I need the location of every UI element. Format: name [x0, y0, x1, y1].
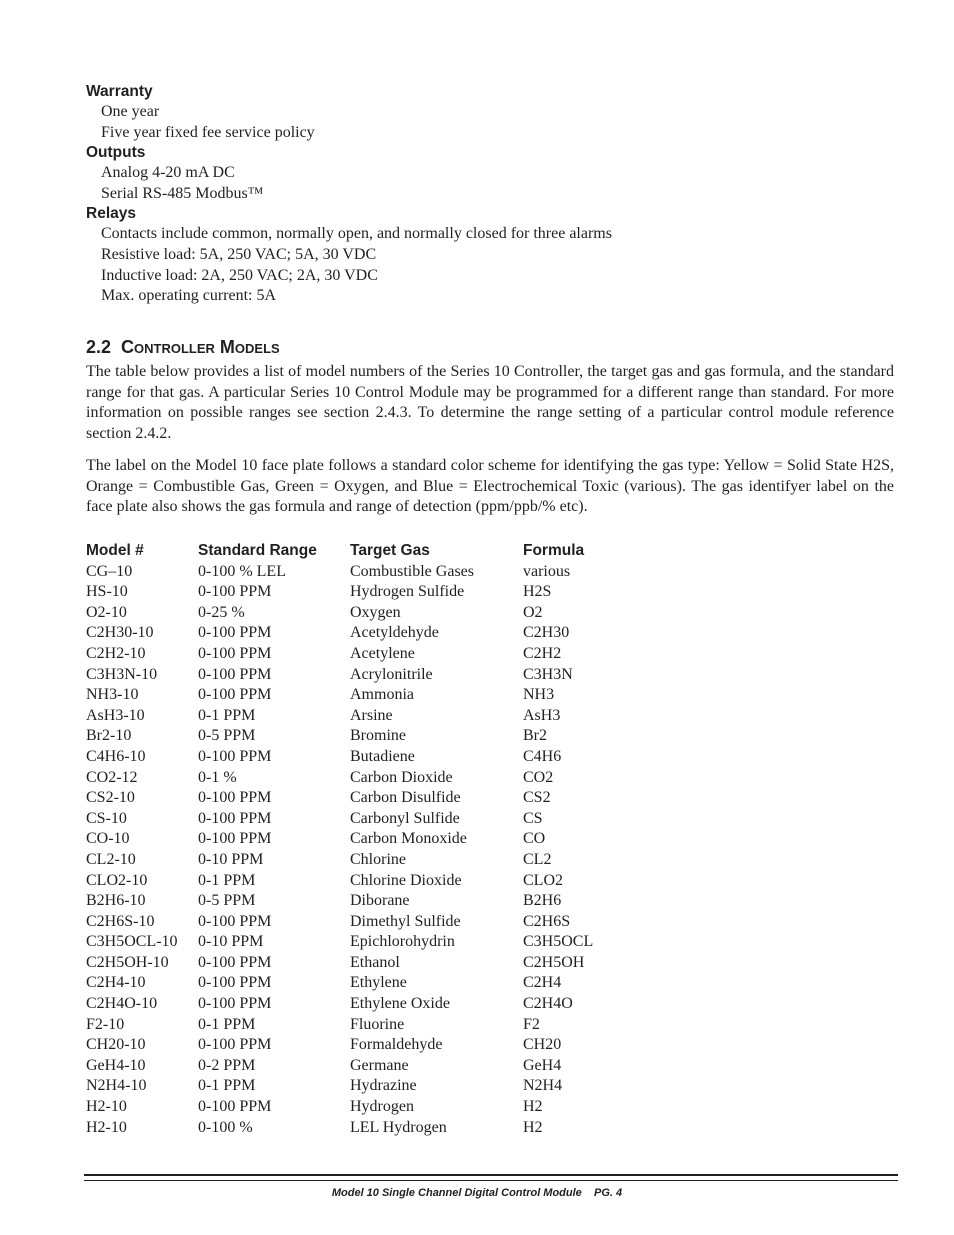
gas-cell: Carbonyl Sulfide — [350, 809, 460, 827]
formula-cell: CS2 — [523, 789, 551, 807]
model-cell: CS-10 — [86, 809, 127, 827]
gas-cell: Hydrazine — [350, 1077, 417, 1095]
range-cell: 0-5 PPM — [198, 727, 256, 745]
model-cell: C3H3N-10 — [86, 665, 158, 683]
range-cell: 0-100 PPM — [198, 1098, 272, 1116]
formula-cell: AsH3 — [523, 706, 561, 724]
formula-cell: C2H4 — [523, 974, 562, 992]
table-header-row — [86, 541, 686, 562]
gas-cell: Bromine — [350, 727, 406, 745]
model-cell: CG–10 — [86, 562, 133, 580]
model-cell: C4H6-10 — [86, 747, 146, 765]
table-row — [86, 973, 686, 994]
relays-line: Inductive load: 2A, 250 VAC; 2A, 30 VDC — [101, 266, 378, 284]
gas-cell: Ethanol — [350, 953, 400, 971]
gas-cell: Acrylonitrile — [350, 665, 433, 683]
range-cell: 0-100 PPM — [198, 624, 272, 642]
range-cell: 0-100 % LEL — [198, 562, 286, 580]
table-row — [86, 726, 686, 747]
table-row — [86, 1015, 686, 1036]
model-cell: H2-10 — [86, 1098, 127, 1116]
warranty-heading: Warranty — [86, 83, 153, 100]
formula-cell: CO2 — [523, 768, 554, 786]
column-header-range: Standard Range — [198, 542, 317, 559]
outputs-line: Analog 4-20 mA DC — [101, 164, 235, 182]
page-footer: Model 10 Single Channel Digital Control Module PG. 4 — [331, 1187, 623, 1199]
model-cell: C2H4-10 — [86, 974, 146, 992]
table-row — [86, 912, 686, 933]
formula-cell: C3H5OCL — [523, 933, 594, 951]
range-cell: 0-1 PPM — [198, 871, 256, 889]
range-cell: 0-100 PPM — [198, 809, 272, 827]
range-cell: 0-100 PPM — [198, 789, 272, 807]
section-number: 2.2 — [86, 337, 112, 357]
table-row — [86, 1076, 686, 1097]
range-cell: 0-10 PPM — [198, 933, 264, 951]
footer-rule — [84, 1174, 898, 1176]
intro-paragraph: The table below provides a list of model numbers of the Series 10 Controller, the target gas and gas formula, and the standard range for that gas. A particular Series 10 Control Module may be programmed for a different range than standard. For more information on possible ranges see section 2.4.3. To determine the range setting of a particular control module reference section 2.4.2. — [86, 363, 894, 442]
formula-cell: H2 — [523, 1118, 543, 1136]
model-cell: AsH3-10 — [86, 706, 145, 724]
range-cell: 0-1 PPM — [198, 1077, 256, 1095]
range-cell: 0-100 PPM — [198, 747, 272, 765]
range-cell: 0-1 % — [198, 768, 237, 786]
model-cell: C2H6S-10 — [86, 912, 155, 930]
gas-cell: Acetyldehyde — [350, 624, 439, 642]
formula-cell: CS — [523, 809, 543, 827]
controller-models-table — [86, 541, 686, 1138]
gas-cell: Dimethyl Sulfide — [350, 912, 461, 930]
gas-cell: Diborane — [350, 892, 410, 910]
range-cell: 0-100 PPM — [198, 644, 272, 662]
gas-cell: Carbon Dioxide — [350, 768, 453, 786]
table-row — [86, 582, 686, 603]
table-row — [86, 623, 686, 644]
range-cell: 0-100 PPM — [198, 995, 272, 1013]
outputs-heading: Outputs — [86, 144, 146, 162]
table-row — [86, 1035, 686, 1056]
formula-cell: B2H6 — [523, 892, 562, 910]
table-row — [86, 747, 686, 768]
model-cell: CS2-10 — [86, 789, 135, 807]
table-row — [86, 788, 686, 809]
model-cell: CH20-10 — [86, 1036, 146, 1054]
table-row — [86, 994, 686, 1015]
gas-cell: Hydrogen — [350, 1098, 414, 1116]
formula-cell: CL2 — [523, 850, 552, 868]
formula-cell: CLO2 — [523, 871, 563, 889]
model-cell: C2H4O-10 — [86, 995, 158, 1013]
table-row — [86, 829, 686, 850]
model-cell: CLO2-10 — [86, 871, 148, 889]
formula-cell: Br2 — [523, 727, 547, 745]
range-cell: 0-1 PPM — [198, 1015, 256, 1033]
table-row — [86, 1118, 686, 1139]
table-row — [86, 850, 686, 871]
relays-line: Contacts include common, normally open, and normally closed for three alarms — [101, 225, 612, 243]
model-cell: C2H5OH-10 — [86, 953, 169, 971]
column-header-formula: Formula — [523, 542, 585, 559]
table-row — [86, 1056, 686, 1077]
range-cell: 0-100 PPM — [198, 912, 272, 930]
formula-cell: F2 — [523, 1015, 540, 1033]
table-row — [86, 665, 686, 686]
range-cell: 0-100 PPM — [198, 830, 272, 848]
column-header-gas: Target Gas — [350, 542, 430, 559]
range-cell: 0-100 PPM — [198, 974, 272, 992]
model-cell: NH3-10 — [86, 686, 139, 704]
gas-cell: Arsine — [350, 706, 393, 724]
range-cell: 0-100 PPM — [198, 953, 272, 971]
specifications-list — [86, 82, 906, 307]
table-row — [86, 603, 686, 624]
formula-cell: C4H6 — [523, 747, 562, 765]
model-cell: HS-10 — [86, 583, 128, 601]
gas-cell: Chlorine — [350, 850, 406, 868]
model-cell: C2H30-10 — [86, 624, 154, 642]
table-row — [86, 685, 686, 706]
gas-cell: Oxygen — [350, 603, 401, 621]
range-cell: 0-1 PPM — [198, 706, 256, 724]
model-cell: CL2-10 — [86, 850, 136, 868]
formula-cell: N2H4 — [523, 1077, 563, 1095]
formula-cell: CO — [523, 830, 546, 848]
gas-cell: LEL Hydrogen — [350, 1118, 447, 1136]
section-heading — [86, 337, 280, 358]
table-row — [86, 768, 686, 789]
range-cell: 0-100 PPM — [198, 583, 272, 601]
table-row — [86, 562, 686, 583]
table-row — [86, 1097, 686, 1118]
formula-cell: C3H3N — [523, 665, 573, 683]
table-row — [86, 953, 686, 974]
footer-rule-thin — [84, 1180, 898, 1181]
relays-heading: Relays — [86, 205, 136, 223]
model-cell: CO-10 — [86, 830, 130, 848]
model-cell: O2-10 — [86, 603, 127, 621]
formula-cell: various — [523, 562, 571, 580]
relays-line: Resistive load: 5A, 250 VAC; 5A, 30 VDC — [101, 245, 377, 263]
gas-cell: Formaldehyde — [350, 1036, 443, 1054]
model-cell: Br2-10 — [86, 727, 132, 745]
formula-cell: GeH4 — [523, 1056, 562, 1074]
warranty-line: Five year fixed fee service policy — [101, 123, 315, 141]
range-cell: 0-100 PPM — [198, 1036, 272, 1054]
gas-cell: Epichlorohydrin — [350, 933, 455, 951]
table-row — [86, 644, 686, 665]
range-cell: 0-100 PPM — [198, 665, 272, 683]
range-cell: 0-5 PPM — [198, 892, 256, 910]
outputs-line: Serial RS-485 Modbus™ — [101, 184, 264, 202]
formula-cell: O2 — [523, 603, 543, 621]
gas-cell: Fluorine — [350, 1015, 405, 1033]
gas-cell: Acetylene — [350, 644, 415, 662]
model-cell: CO2-12 — [86, 768, 138, 786]
table-row — [86, 706, 686, 727]
formula-cell: C2H5OH — [523, 953, 585, 971]
formula-cell: NH3 — [523, 686, 555, 704]
model-cell: GeH4-10 — [86, 1056, 146, 1074]
gas-cell: Ethylene — [350, 974, 407, 992]
table-body — [86, 562, 686, 1139]
section-title: Controller Models — [121, 337, 280, 357]
formula-cell: C2H2 — [523, 644, 562, 662]
model-cell: F2-10 — [86, 1015, 125, 1033]
model-cell: C2H2-10 — [86, 644, 146, 662]
range-cell: 0-2 PPM — [198, 1056, 256, 1074]
formula-cell: C2H30 — [523, 624, 570, 642]
range-cell: 0-100 % — [198, 1118, 253, 1136]
formula-cell: H2S — [523, 583, 552, 601]
gas-cell: Chlorine Dioxide — [350, 871, 462, 889]
range-cell: 0-10 PPM — [198, 850, 264, 868]
gas-cell: Carbon Disulfide — [350, 789, 461, 807]
formula-cell: CH20 — [523, 1036, 562, 1054]
range-cell: 0-25 % — [198, 603, 245, 621]
table-row — [86, 871, 686, 892]
gas-cell: Butadiene — [350, 747, 415, 765]
model-cell: N2H4-10 — [86, 1077, 147, 1095]
relays-line: Max. operating current: 5A — [101, 287, 277, 305]
model-cell: C3H5OCL-10 — [86, 933, 178, 951]
color-scheme-paragraph: The label on the Model 10 face plate follows a standard color scheme for identifying the gas type: Yellow = Solid State H2S, Orange = Combustible Gas, Green = Oxygen, and Blue = Electrochemical Toxic (various). The gas identifyer label on the face plate also shows the gas formula and range of detection (ppm/ppb/% etc). — [86, 457, 894, 516]
formula-cell: C2H4O — [523, 995, 573, 1013]
formula-cell: C2H6S — [523, 912, 571, 930]
column-header-model: Model # — [86, 542, 144, 559]
model-cell: B2H6-10 — [86, 892, 146, 910]
formula-cell: H2 — [523, 1098, 543, 1116]
gas-cell: Hydrogen Sulfide — [350, 583, 465, 601]
gas-cell: Carbon Monoxide — [350, 830, 467, 848]
gas-cell: Ammonia — [350, 686, 414, 704]
range-cell: 0-100 PPM — [198, 686, 272, 704]
table-row — [86, 932, 686, 953]
table-row — [86, 809, 686, 830]
gas-cell: Ethylene Oxide — [350, 995, 450, 1013]
warranty-line: One year — [101, 103, 160, 120]
model-cell: H2-10 — [86, 1118, 127, 1136]
gas-cell: Germane — [350, 1056, 409, 1074]
gas-cell: Combustible Gases — [350, 562, 474, 580]
table-row — [86, 891, 686, 912]
